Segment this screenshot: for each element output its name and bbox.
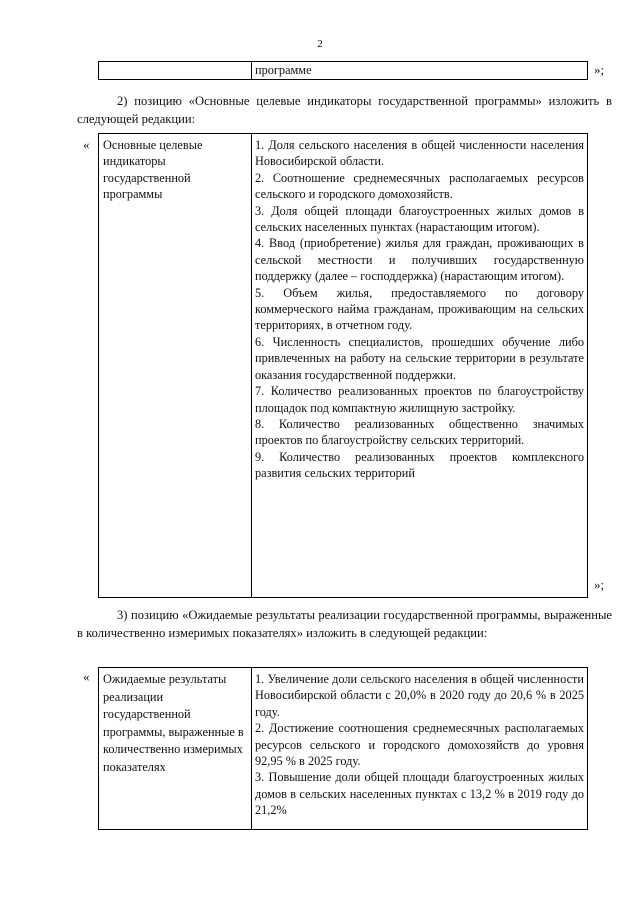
indicator-item: 8. Количество реализованных общественно значимых проектов по благоустройству сельских территорий. [255,416,584,448]
result-item: 2. Достижение соотношения среднемесячных располагаемых ресурсов сельского и городского домохозяйств до уровня 92,95 % в 2025 году. [255,721,584,769]
indicators-table [98,133,588,598]
closing-quote: »; [594,577,605,592]
indicator-item: 1. Доля сельского населения в общей численности населения Новосибирской области. [255,138,584,169]
page-number: 2 [317,38,323,50]
expected-results-list-cell [252,668,588,830]
result-item: 3. Повышение доли общей площади благоустроенных жилых домов в сельских населенных пунктах с 13,2 % в 2019 году до 21,2% [255,770,584,818]
continuation-left-cell [99,62,252,80]
indicator-item: 4. Ввод (приобретение) жилья для граждан, проживающих в сельской местности и получивших государственную поддержку (далее – господдержка) (нарастающим итогом). [255,236,584,284]
paragraph-item-3: 3) позицию «Ожидаемые результаты реализации государственной программы, выраженные в количественно измеримых показателях» изложить в следующей редакции: [77,608,612,640]
result-item: 1. Увеличение доли сельского населения в общей численности Новосибирской области с 20,0% в 2020 году до 20,6 % в 2025 году. [255,672,584,719]
indicator-item: 6. Численность специалистов, прошедших обучение либо привлеченных на работу на сельские территории в результате оказания государственной поддержки. [255,334,584,382]
opening-quote: « [83,669,90,684]
indicator-item: 7. Количество реализованных проектов по благоустройству площадок под компактную жилищную застройку. [255,384,584,415]
indicators-label-cell: Основные целевые индикаторы государственной программы [99,134,252,598]
indicator-item: 3. Доля общей площади благоустроенных жилых домов в сельских населенных пунктах (нарастающим итогом). [255,203,584,235]
continuation-right-cell: программе [252,62,588,80]
indicator-item: 9. Количество реализованных проектов комплексного развития сельских территорий [255,449,584,481]
closing-quote: »; [594,62,605,77]
indicators-list-cell [252,134,588,598]
opening-quote: « [83,137,90,152]
continuation-table [98,61,588,80]
expected-results-table [98,667,588,830]
indicator-item: 2. Соотношение среднемесячных располагаемых ресурсов сельского и городского домохозяйств. [255,170,584,202]
indicator-item: 5. Объем жилья, предоставляемого по договору коммерческого найма гражданам, проживающим на сельских территориях, в отчетном году. [255,285,584,333]
expected-results-label-cell: Ожидаемые результаты реализации государственной программы, выраженные в количественно измеримых показателях [99,668,252,830]
paragraph-item-2: 2) позицию «Основные целевые индикаторы государственной программы» изложить в следующей редакции: [77,94,612,126]
